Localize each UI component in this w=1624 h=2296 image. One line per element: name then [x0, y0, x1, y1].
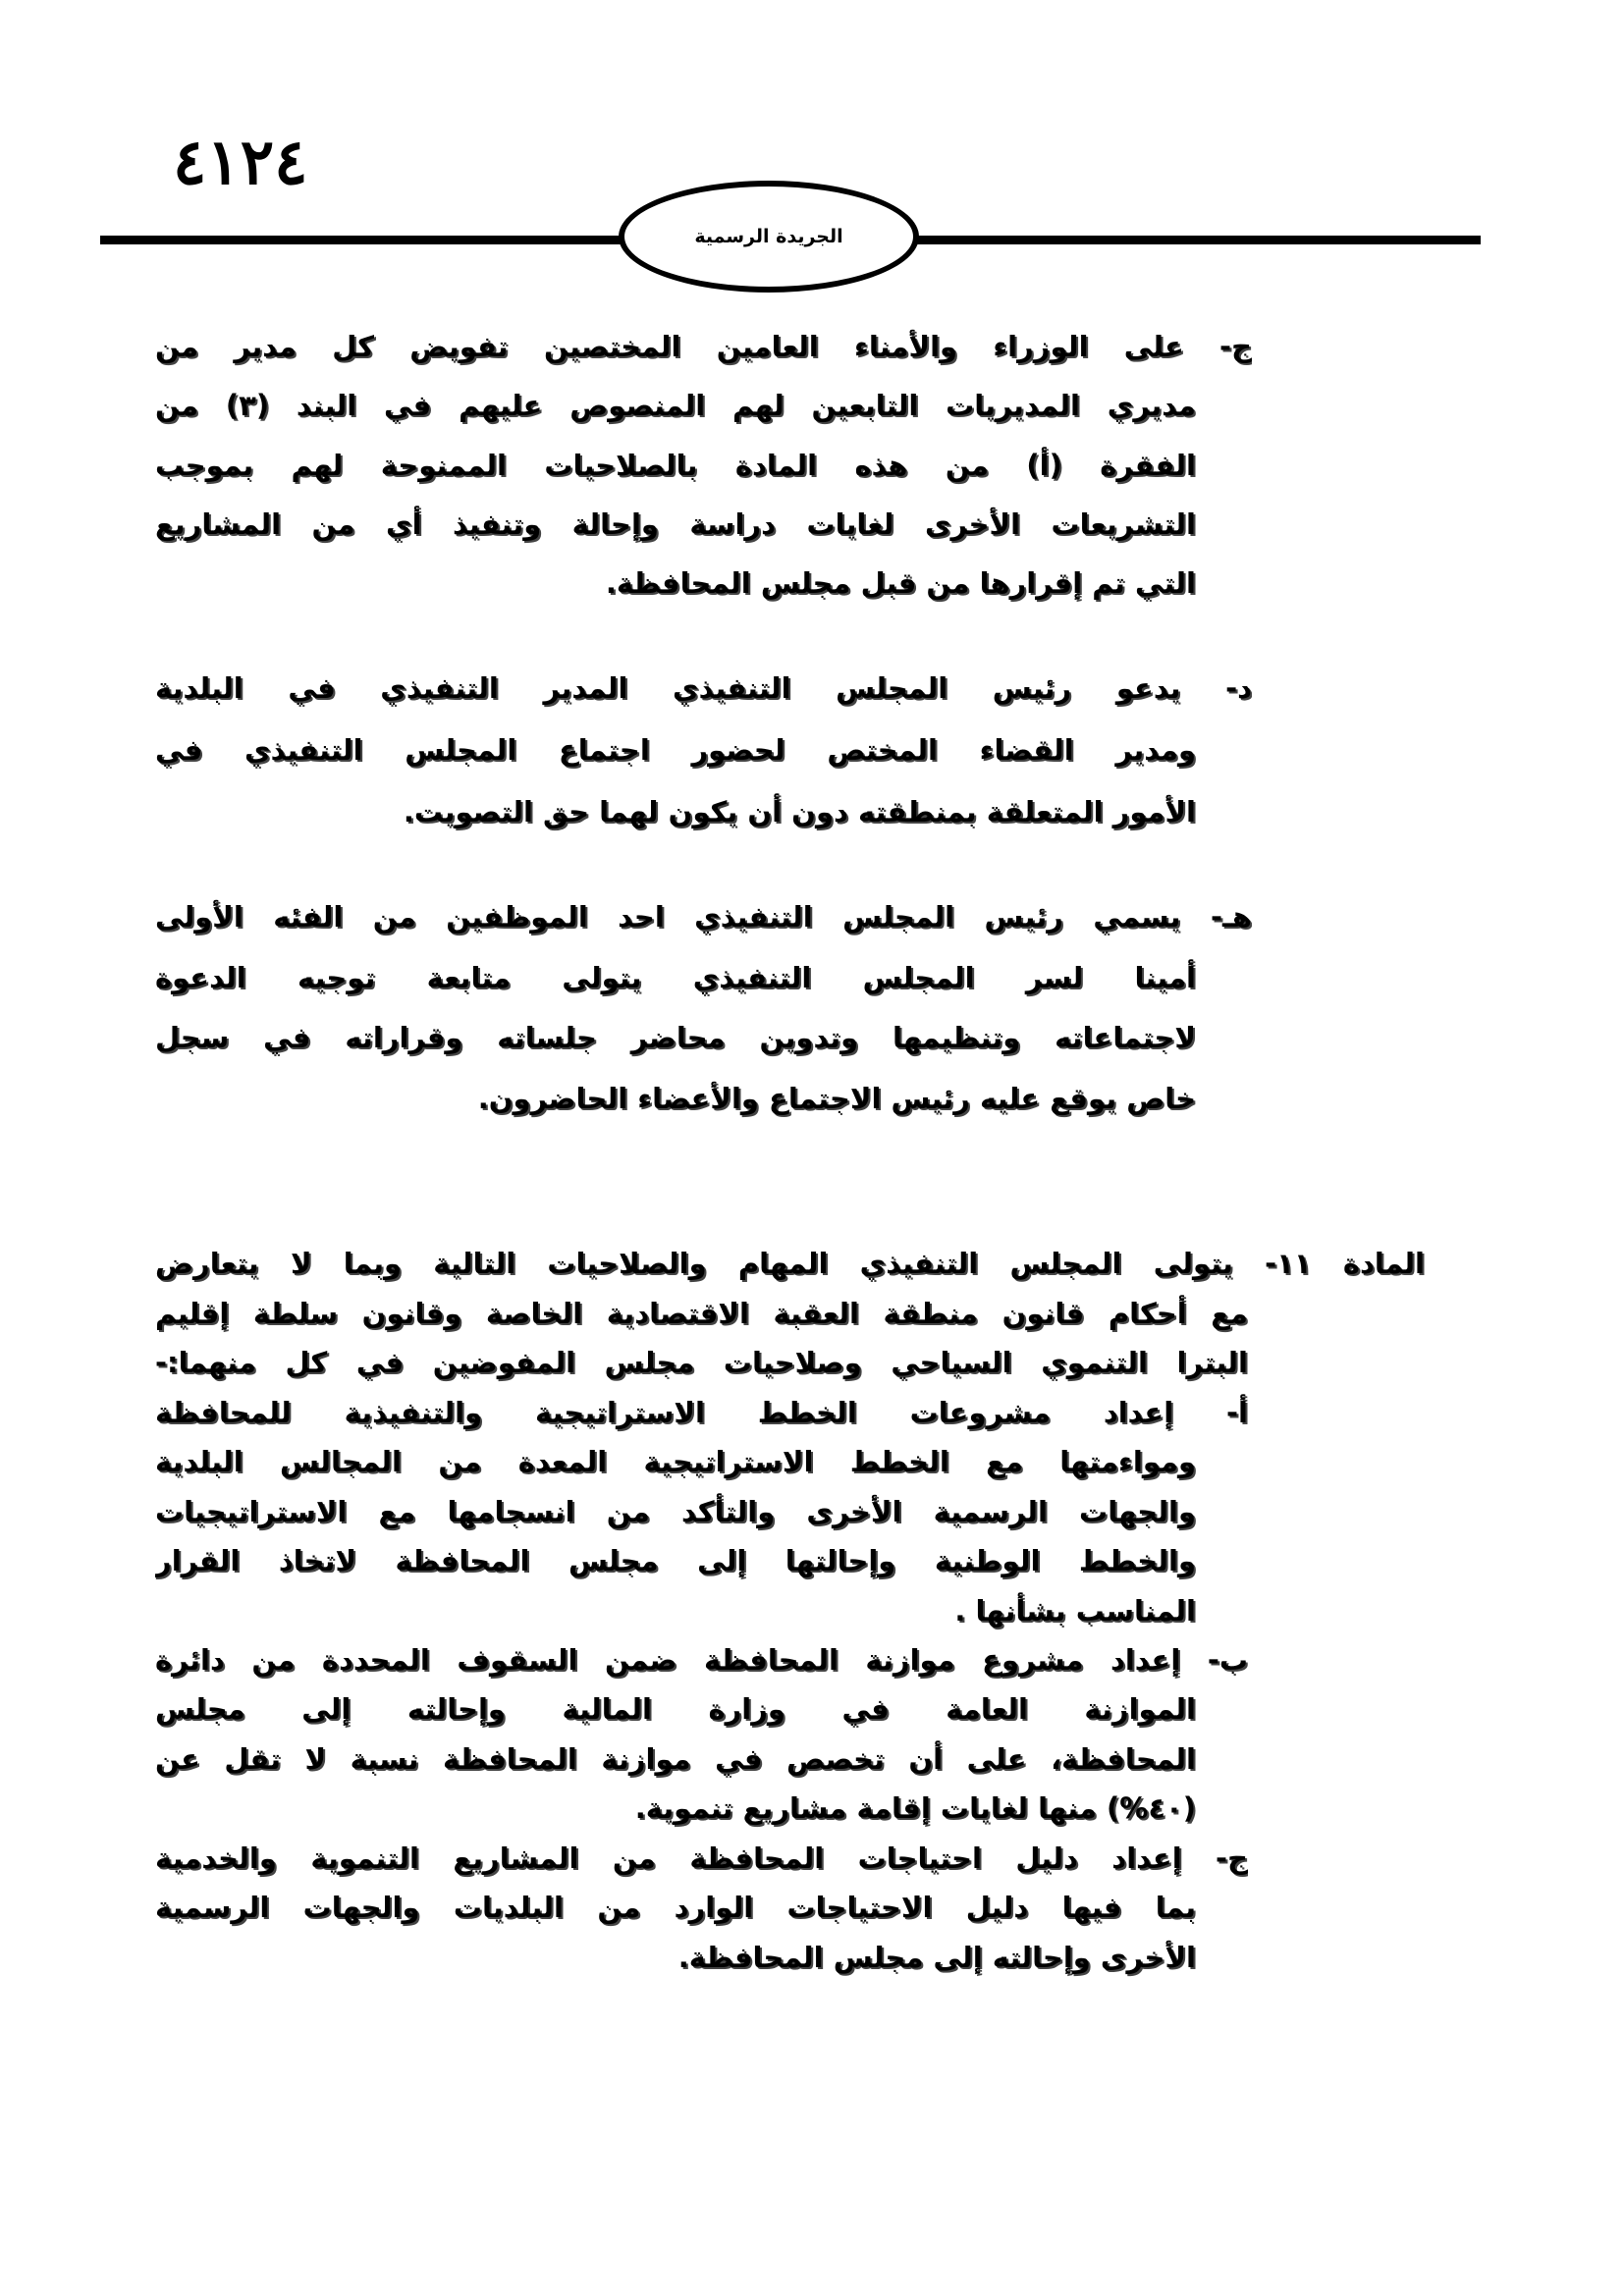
paragraph-line: ومواءمتها مع الخطط الاستراتيجية المعدة من المجالس البلدية: [155, 1445, 1196, 1478]
paragraph-line: (٤٠%) منها لغايات إقامة مشاريع تنموية.: [634, 1791, 1196, 1825]
article-heading-line: المادة ١١- يتولى المجلس التنفيذي المهام والصلاحيات التالية وبما لا يتعارض: [155, 1247, 1425, 1280]
paragraph-line: الموازنة العامة في وزارة المالية وإحالته إلى مجلس: [155, 1692, 1196, 1726]
paragraph-line: لاجتماعاته وتنظيمها وتدوين محاضر جلساته وقراراته في سجل: [155, 1021, 1196, 1054]
paragraph-line: التي تم إقرارها من قبل مجلس المحافظة.: [605, 566, 1196, 600]
paragraph-line: مع أحكام قانون منطقة العقبة الاقتصادية الخاصة وقانون سلطة إقليم: [155, 1297, 1248, 1330]
paragraph-line: أ- إعداد مشروعات الخطط الاستراتيجية والتنفيذية للمحافظة: [155, 1396, 1248, 1429]
paragraph-line: والخطط الوطنية وإحالتها إلى مجلس المحافظة لاتخاذ القرار: [155, 1544, 1196, 1577]
paragraph-line: التشريعات الأخرى لغايات دراسة وإحالة وتنفيذ أي من المشاريع: [155, 507, 1196, 541]
paragraph-line: خاص يوقع عليه رئيس الاجتماع والأعضاء الحاضرون.: [477, 1082, 1196, 1115]
paragraph-line: مديري المديريات التابعين لهم المنصوص عليهم في البند (٣) من: [155, 389, 1196, 422]
paragraph-line: ج- على الوزراء والأمناء العامين المختصين تفويض كل مدير من: [155, 330, 1252, 363]
paragraph-line: الفقرة (أ) من هذه المادة بالصلاحيات الممنوحة لهم بموجب: [155, 449, 1196, 482]
paragraph-line: الأمور المتعلقة بمنطقته دون أن يكون لهما حق التصويت.: [403, 795, 1196, 828]
page-number: ٤١٢٤: [173, 126, 308, 199]
paragraph-line: البترا التنموي السياحي وصلاحيات مجلس المفوضين في كل منهما:-: [155, 1346, 1248, 1379]
paragraph-line: هـ- يسمي رئيس المجلس التنفيذي احد الموظفين من الفئه الأولى: [155, 900, 1252, 934]
paragraph-line: الأخرى وإحالته إلى مجلس المحافظة.: [677, 1941, 1196, 1974]
paragraph-line: المحافظة، على أن تخصص في موازنة المحافظة نسبة لا تقل عن: [155, 1742, 1196, 1776]
paragraph-line: المناسب بشأنها .: [954, 1594, 1196, 1628]
paragraph-line: والجهات الرسمية الأخرى والتأكد من انسجامها مع الاستراتيجيات: [155, 1495, 1196, 1528]
paragraph-line: د- يدعو رئيس المجلس التنفيذي المدير التنفيذي في البلدية: [155, 671, 1252, 705]
gazette-title-oval: [619, 181, 919, 293]
paragraph-line: ب- إعداد مشروع موازنة المحافظة ضمن السقوف المحددة من دائرة: [155, 1643, 1248, 1677]
paragraph-line: بما فيها دليل الاحتياجات الوارد من البلديات والجهات الرسمية: [155, 1891, 1196, 1924]
paragraph-line: أمينا لسر المجلس التنفيذي يتولى متابعة توجيه الدعوة: [155, 961, 1196, 994]
paragraph-line: ج- إعداد دليل احتياجات المحافظة من المشاريع التنموية والخدمية: [155, 1842, 1248, 1875]
gazette-title: الجريدة الرسمية: [694, 226, 843, 247]
paragraph-line: ومدير القضاء المختص لحضور اجتماع المجلس التنفيذي في: [155, 733, 1196, 767]
